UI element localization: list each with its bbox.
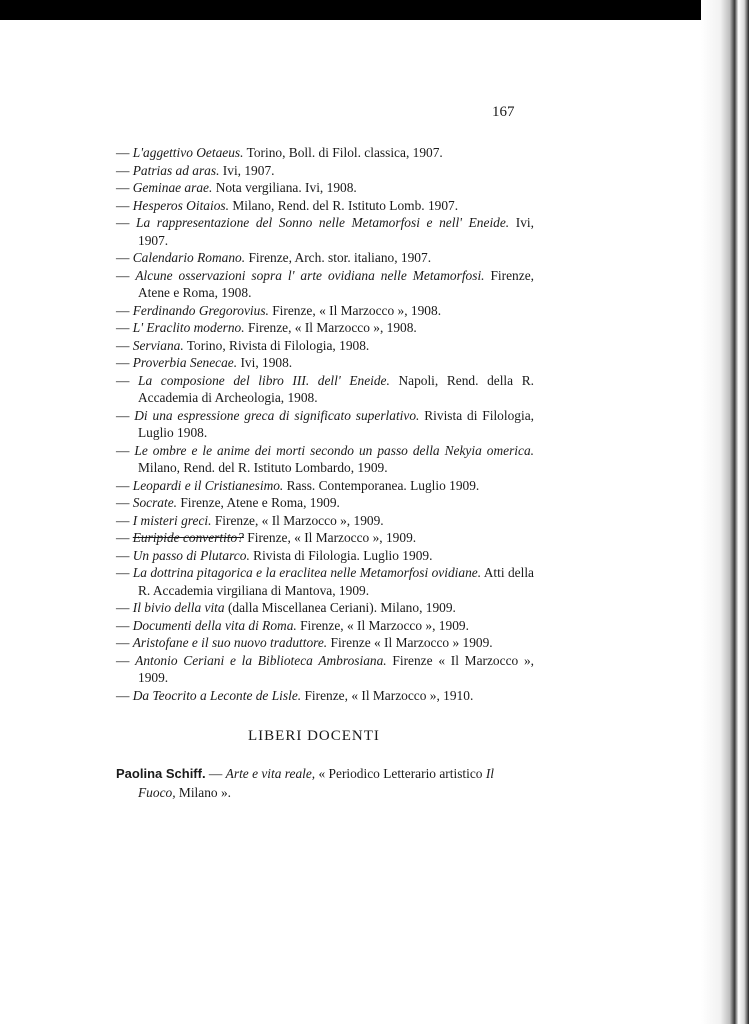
- bibliography-entry: [116, 564, 534, 599]
- bibliography-entry: [116, 267, 534, 302]
- dash: —: [116, 355, 133, 370]
- bibliography-entry: [116, 214, 534, 249]
- entry-title: Alcune osservazioni sopra l' arte ovidiana nelle Metamorfosi.: [135, 267, 485, 283]
- bibliography-entry: [116, 372, 534, 407]
- bibliography-entry: [116, 477, 534, 495]
- docent-place: Milano ».: [175, 785, 231, 800]
- dash: —: [116, 197, 133, 213]
- entry-details: Firenze, Arch. stor. italiano, 1907.: [245, 250, 432, 265]
- entry-title: La dottrina pitagorica e la eraclitea nelle Metamorfosi ovidiane.: [132, 565, 482, 580]
- dash: —: [116, 652, 136, 668]
- dash: —: [116, 180, 133, 195]
- bibliography-entry: [116, 687, 534, 705]
- entry-title: Hesperos Oitaios.: [132, 197, 229, 213]
- entry-title: Geminae arae.: [132, 180, 213, 195]
- dash: —: [116, 530, 133, 545]
- entry-title: I misteri greci.: [132, 512, 212, 528]
- bibliography-entry: [116, 494, 534, 512]
- bibliography-entry: [116, 652, 534, 687]
- entry-title: Il bivio della vita: [132, 600, 225, 615]
- bibliography-entry: [116, 179, 534, 197]
- section-heading: LIBERI DOCENTI: [248, 728, 380, 744]
- bibliography-entry: [116, 407, 534, 442]
- entry-details: Nota vergiliana. Ivi, 1908.: [212, 180, 357, 195]
- entry-title: Le ombre e le anime dei morti secondo un passo della Nekyia omerica.: [134, 442, 534, 458]
- entry-title: Da Teocrito a Leconte de Lisle.: [132, 687, 302, 703]
- page-body: [116, 144, 534, 802]
- bibliography-entry: [116, 319, 534, 337]
- entry-details: Napoli, Rend. della R. Accademia di Archeologia, 1908.: [138, 372, 534, 405]
- entry-details: Firenze, « Il Marzocco », 1909.: [243, 530, 417, 545]
- bibliography-entry: [116, 302, 534, 320]
- bibliography-entry: [116, 529, 534, 547]
- entry-details: Firenze, « Il Marzocco », 1910.: [301, 687, 474, 703]
- bibliography-entry: [116, 512, 534, 530]
- entry-title: Calendario Romano.: [132, 250, 246, 265]
- docent-journal: Il Fuoco,: [138, 766, 495, 800]
- dash: —: [116, 215, 136, 230]
- dash: —: [116, 635, 133, 650]
- dash: —: [116, 617, 133, 633]
- entry-title: Patrias ad aras.: [132, 162, 220, 178]
- docent-publication: « Periodico Letterario artistico: [315, 766, 486, 781]
- entry-title: Proverbia Senecae.: [132, 355, 238, 370]
- entry-details: Firenze, « Il Marzocco », 1909.: [296, 617, 469, 633]
- entry-title: Serviana.: [132, 337, 184, 353]
- entry-details: Ivi, 1907.: [138, 215, 534, 248]
- entry-details: Ivi, 1908.: [237, 355, 293, 370]
- dash: —: [116, 320, 133, 335]
- entry-title: L'aggettivo Oetaeus.: [132, 145, 244, 160]
- bibliography-entry: [116, 617, 534, 635]
- docent-work-title: Arte e vita reale,: [225, 766, 316, 781]
- dash: —: [116, 337, 133, 353]
- entry-details: Rass. Contemporanea. Luglio 1909.: [283, 477, 480, 493]
- bibliography-entry: [116, 249, 534, 267]
- entry-title: Socrate.: [132, 495, 178, 510]
- entry-details: Atti della R. Accademia virgiliana di Mantova, 1909.: [138, 565, 534, 598]
- entry-details: Milano, Rend. del R. Istituto Lomb. 1907.: [228, 197, 459, 213]
- entry-details: (dalla Miscellanea Ceriani). Milano, 1909.: [224, 600, 456, 615]
- bibliography-entry: [116, 337, 534, 355]
- dash: —: [116, 407, 135, 423]
- docent-name: Paolina Schiff.: [116, 766, 206, 781]
- dash: —: [116, 302, 133, 318]
- entry-details: Rivista di Filologia, Luglio 1908.: [138, 407, 534, 440]
- entry-details: Firenze, « Il Marzocco », 1909.: [211, 512, 384, 528]
- entry-title: Leopardi e il Cristianesimo.: [132, 477, 284, 493]
- entry-title: La composione del libro III. dell' Eneide.: [138, 372, 390, 388]
- bibliography-entry: [116, 547, 534, 565]
- entry-title: Ferdinando Gregorovius.: [132, 302, 269, 318]
- entry-title: La rappresentazione del Sonno nelle Metamorfosi e nell' Eneide.: [136, 215, 510, 230]
- publication-list: [116, 144, 534, 704]
- dash: —: [116, 442, 135, 458]
- dash: —: [116, 512, 133, 528]
- dash: —: [116, 162, 133, 178]
- bibliography-entry: [116, 354, 534, 372]
- dash: —: [116, 372, 138, 388]
- entry-title: Euripide convertito?: [132, 530, 244, 545]
- entry-title: Di una espressione greca di significato superlativo.: [134, 407, 420, 423]
- entry-title: Documenti della vita di Roma.: [132, 617, 297, 633]
- entry-details: Torino, Boll. di Filol. classica, 1907.: [243, 145, 443, 160]
- entry-title: Aristofane e il suo nuovo traduttore.: [132, 635, 328, 650]
- entry-details: Milano, Rend. del R. Istituto Lombardo, 1909.: [138, 460, 388, 475]
- bibliography-entry: [116, 162, 534, 180]
- dash: —: [116, 495, 133, 510]
- dash: —: [116, 477, 133, 493]
- dash: —: [116, 145, 133, 160]
- bibliography-entry: [116, 197, 534, 215]
- page-number: 167: [492, 104, 515, 120]
- docent-entry: [116, 764, 534, 802]
- entry-details: Torino, Rivista di Filologia, 1908.: [183, 337, 370, 353]
- bibliography-entry: [116, 599, 534, 617]
- entry-details: Firenze « Il Marzocco », 1909.: [138, 652, 534, 685]
- entry-title: Un passo di Plutarco.: [132, 547, 250, 563]
- book-binding-edge: [701, 0, 749, 1024]
- dash: —: [116, 687, 133, 703]
- dash: —: [116, 565, 133, 580]
- dash: —: [116, 267, 136, 283]
- entry-details: Ivi, 1907.: [219, 162, 275, 178]
- bibliography-entry: [116, 144, 534, 162]
- entry-details: Firenze, « Il Marzocco », 1908.: [244, 320, 417, 335]
- bibliography-entry: [116, 634, 534, 652]
- entry-title: Antonio Ceriani e la Biblioteca Ambrosiana.: [135, 652, 387, 668]
- entry-details: Firenze, Atene e Roma, 1909.: [177, 495, 340, 510]
- dash: —: [205, 766, 226, 781]
- scan-top-border: [0, 0, 749, 20]
- dash: —: [116, 250, 133, 265]
- entry-details: Firenze, « Il Marzocco », 1908.: [268, 302, 442, 318]
- dash: —: [116, 547, 133, 563]
- bibliography-entry: [116, 442, 534, 477]
- entry-details: Firenze, Atene e Roma, 1908.: [138, 267, 534, 300]
- dash: —: [116, 600, 133, 615]
- entry-details: Firenze « Il Marzocco » 1909.: [327, 635, 493, 650]
- entry-title: L' Eraclito moderno.: [132, 320, 245, 335]
- entry-details: Rivista di Filologia. Luglio 1909.: [249, 547, 433, 563]
